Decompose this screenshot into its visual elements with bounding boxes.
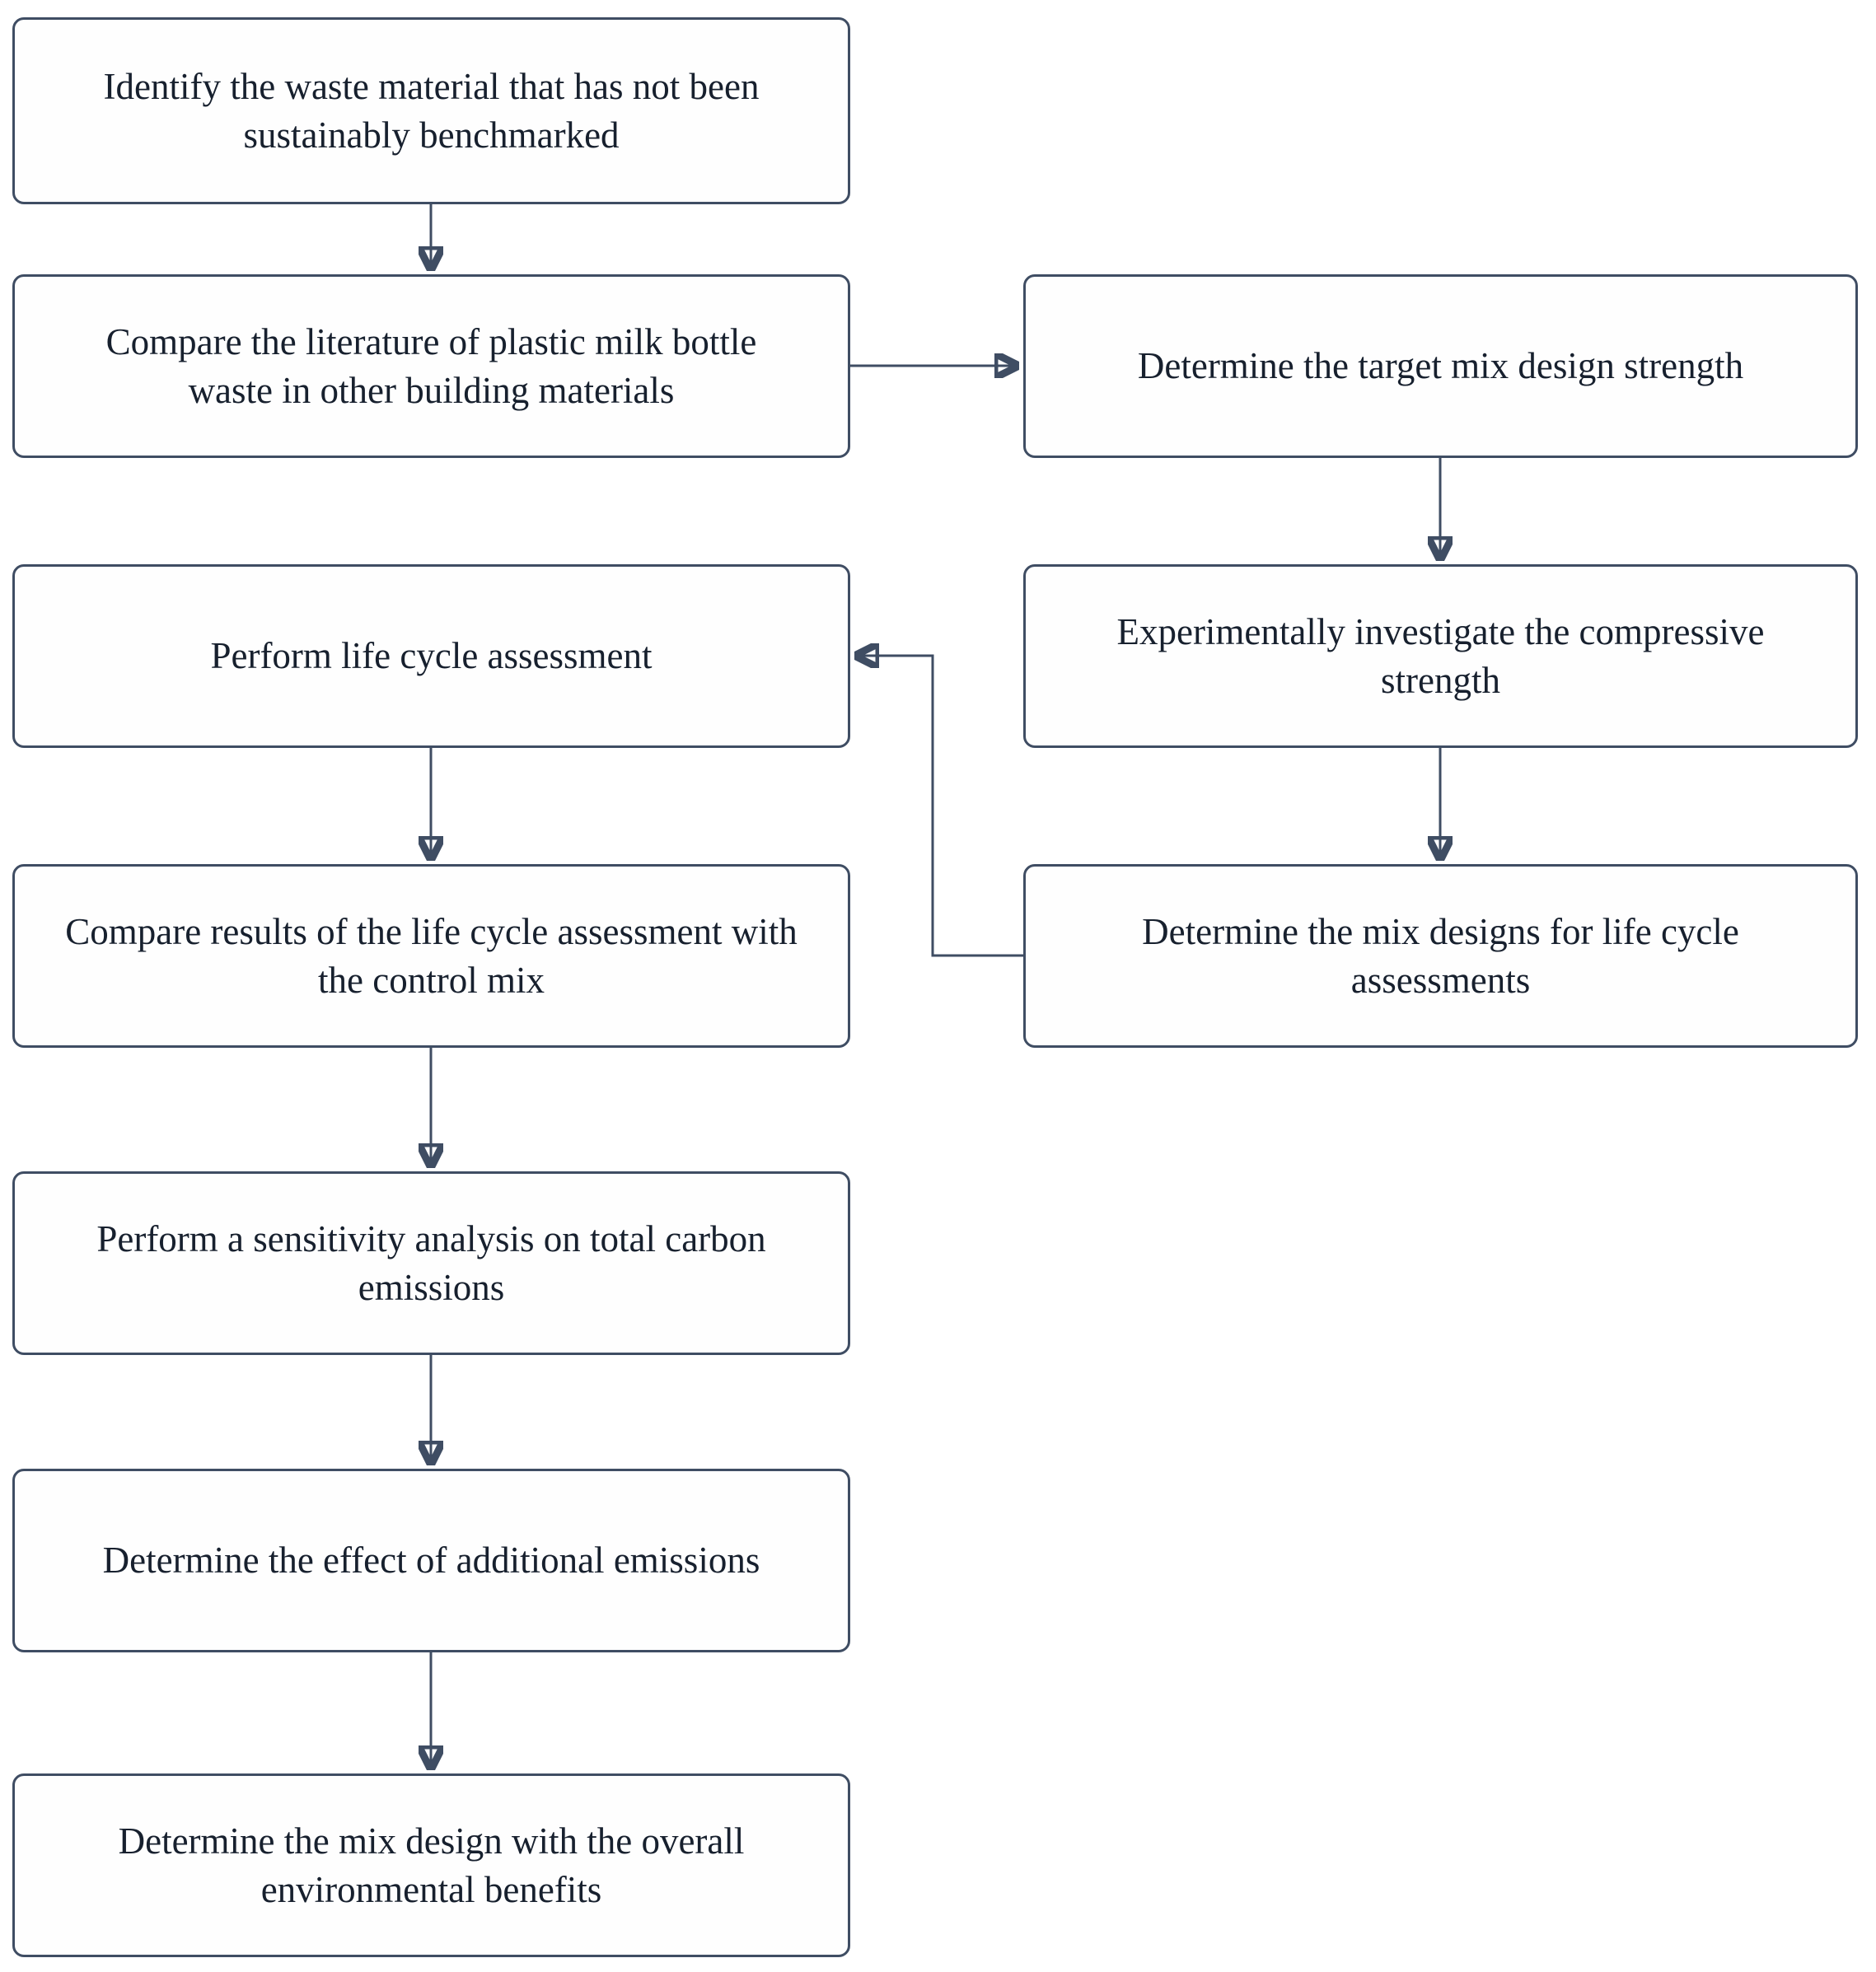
- flow-node-compare-lca-control: [12, 864, 850, 1048]
- flow-node-label: Perform life cycle assessment: [210, 635, 653, 677]
- flow-node-final-mix-design: [12, 1773, 850, 1957]
- flow-node-additional-emissions: [12, 1469, 850, 1652]
- flow-node-label: Compare the literature of plastic milk bottle waste in other building materials: [105, 321, 757, 411]
- flow-node-investigate-compressive: [1023, 564, 1858, 748]
- flow-node-label: Determine the mix design with the overall environmental benefits: [118, 1820, 745, 1910]
- flow-node-perform-lca: [12, 564, 850, 748]
- flow-node-label: Perform a sensitivity analysis on total carbon emissions: [96, 1218, 766, 1308]
- flow-node-label: Compare results of the life cycle assessment with the control mix: [65, 911, 798, 1001]
- edge-mix-designs-to-perform-lca: [857, 656, 1023, 956]
- flow-node-mix-designs-lca: [1023, 864, 1858, 1048]
- flow-node-target-mix-strength: [1023, 274, 1858, 458]
- flow-node-label: Identify the waste material that has not been sustainably benchmarked: [103, 66, 760, 156]
- flow-node-label: Determine the effect of additional emissions: [102, 1540, 760, 1582]
- flow-node-sensitivity-analysis: [12, 1171, 850, 1355]
- flow-node-identify-waste: [12, 17, 850, 204]
- flow-node-label: Experimentally investigate the compressive strength: [1116, 611, 1765, 701]
- flow-node-label: Determine the target mix design strength: [1137, 345, 1744, 387]
- flow-node-compare-literature: [12, 274, 850, 458]
- flow-node-label: Determine the mix designs for life cycle assessments: [1142, 911, 1739, 1001]
